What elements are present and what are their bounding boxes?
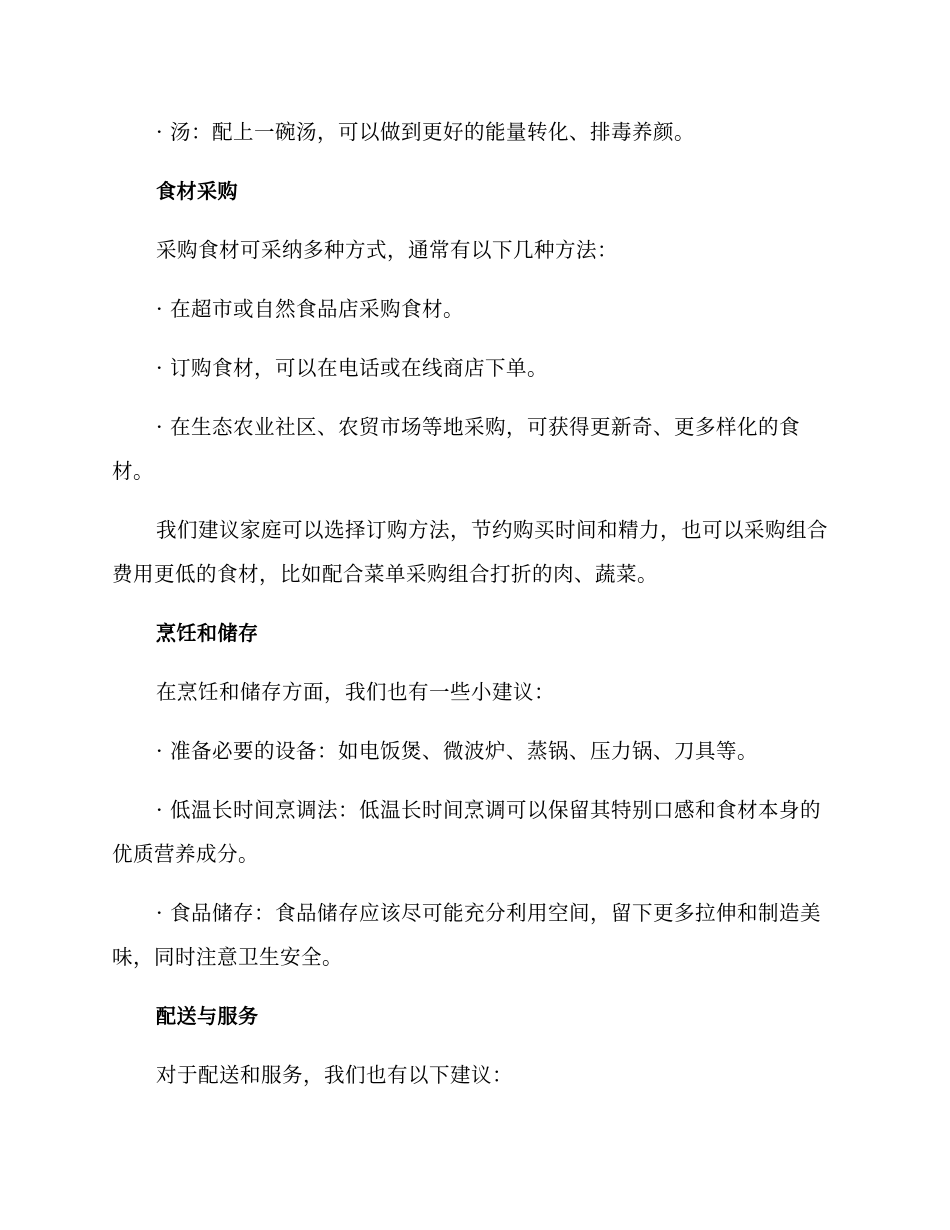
- bullet-order-online: · 订购食材，可以在电话或在线商店下单。: [156, 356, 549, 380]
- heading-ingredient-purchasing: 食材采购: [156, 179, 238, 203]
- bullet-food-storage: · 食品储存：食品储存应该尽可能充分利用空间，留下更多拉伸和制造美味，同时注意卫生安全。: [112, 901, 822, 969]
- paragraph-purchasing-advice: 我们建议家庭可以选择订购方法，节约购买时间和精力，也可以采购组合费用更低的食材，比如配合菜单采购组合打折的肉、蔬菜。: [112, 518, 828, 586]
- paragraph-delivery-intro: 对于配送和服务，我们也有以下建议：: [156, 1063, 513, 1087]
- document-page: [112, 110, 832, 1112]
- heading-cooking-storage: 烹饪和储存: [156, 621, 259, 645]
- bullet-low-temp-cooking: · 低温长时间烹调法：低温长时间烹调可以保留其特别口感和食材本身的优质营养成分。: [112, 798, 822, 866]
- paragraph-purchasing-intro: 采购食材可采纳多种方式，通常有以下几种方法：: [156, 238, 618, 262]
- bullet-farmers-market: · 在生态农业社区、农贸市场等地采购，可获得更新奇、更多样化的食材。: [112, 415, 801, 483]
- bullet-soup: · 汤：配上一碗汤，可以做到更好的能量转化、排毒养颜。: [156, 120, 696, 144]
- bullet-equipment: · 准备必要的设备：如电饭煲、微波炉、蒸锅、压力锅、刀具等。: [156, 739, 759, 763]
- bullet-supermarket: · 在超市或自然食品店采购食材。: [156, 297, 465, 321]
- paragraph-cooking-intro: 在烹饪和储存方面，我们也有一些小建议：: [156, 680, 555, 704]
- heading-delivery-service: 配送与服务: [156, 1004, 259, 1028]
